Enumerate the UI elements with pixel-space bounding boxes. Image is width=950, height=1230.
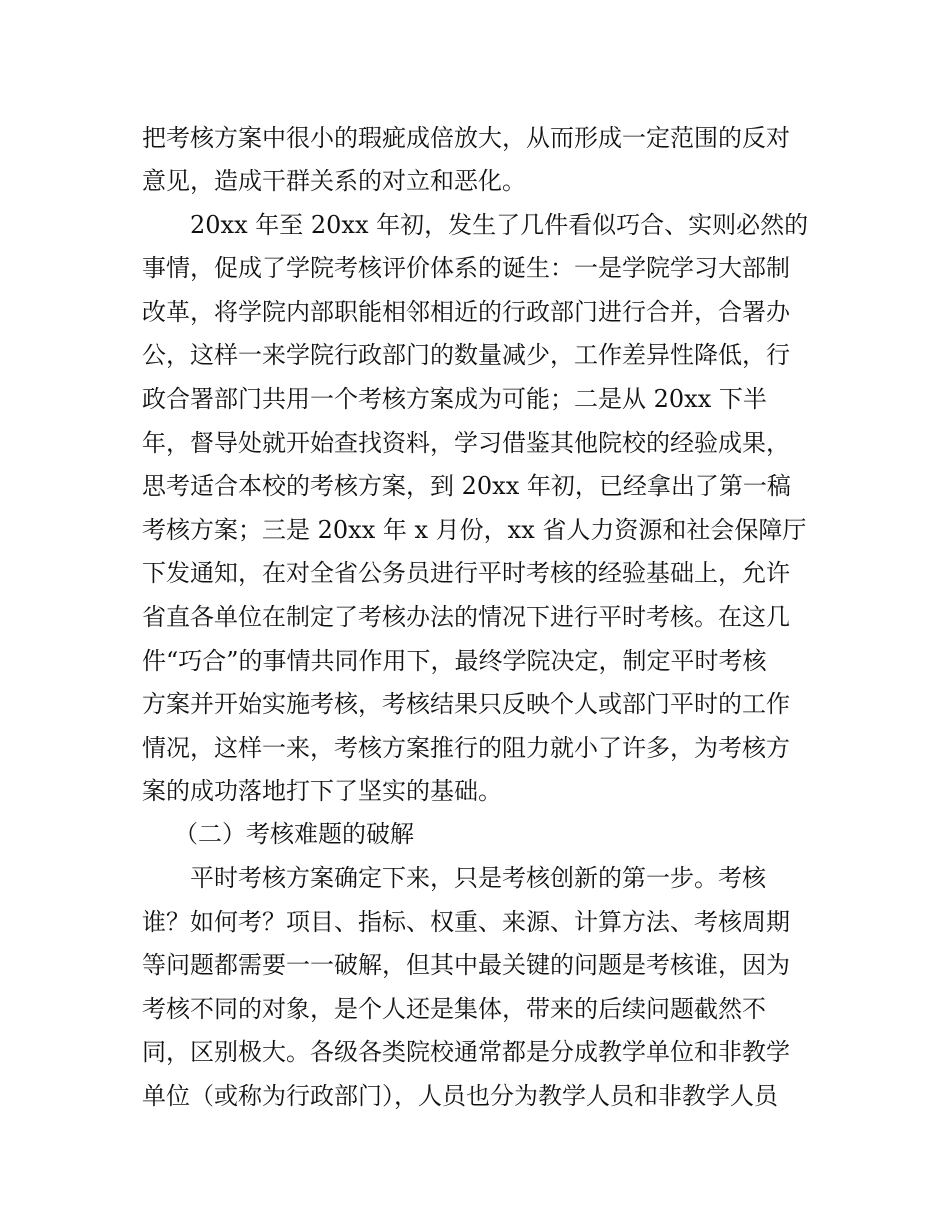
text-line: 情况，这样一来，考核方案推行的阻力就小了许多，为考核方 <box>142 734 790 762</box>
text-line: 年，督导处就开始查找资料，学习借鉴其他院校的经验成果， <box>142 429 790 457</box>
text-line: 考核不同的对象，是个人还是集体，带来的后续问题截然不 <box>142 995 766 1023</box>
text-line: 改革，将学院内部职能相邻相近的行政部门进行合并，合署办 <box>142 298 790 326</box>
text-line: 把考核方案中很小的瑕疵成倍放大，从而形成一定范围的反对 <box>142 124 790 152</box>
text-line: 考核方案；三是 20xx 年 x 月份，xx 省人力资源和社会保障厅 <box>142 516 807 544</box>
text-line: 单位（或称为行政部门），人员也分为教学人员和非教学人员 <box>142 1082 778 1110</box>
text-line: 案的成功落地打下了坚实的基础。 <box>142 777 502 805</box>
text-line: 事情，促成了学院考核评价体系的诞生：一是学院学习大部制 <box>142 254 790 282</box>
text-line: 同，区别极大。各级各类院校通常都是分成教学单位和非教学 <box>142 1038 790 1066</box>
text-line: 思考适合本校的考核方案，到 20xx 年初，已经拿出了第一稿 <box>142 472 791 500</box>
paragraph-start-line: 20xx 年至 20xx 年初，发生了几件看似巧合、实则必然的 <box>190 211 809 239</box>
text-line: 政合署部门共用一个考核方案成为可能；二是从 20xx 下半 <box>142 385 767 413</box>
text-line: 谁？如何考？项目、指标、权重、来源、计算方法、考核周期 <box>142 908 790 936</box>
text-line: 方案并开始实施考核，考核结果只反映个人或部门平时的工作 <box>142 690 790 718</box>
text-line: 公，这样一来学院行政部门的数量减少，工作差异性降低，行 <box>142 341 790 369</box>
text-line: 省直各单位在制定了考核办法的情况下进行平时考核。在这几 <box>142 603 790 631</box>
text-line: 等问题都需要一一破解，但其中最关键的问题是考核谁，因为 <box>142 951 790 979</box>
section-heading: （二）考核难题的破解 <box>174 820 414 848</box>
text-line: 意见，造成干群关系的对立和恶化。 <box>142 167 526 195</box>
text-line: 下发通知，在对全省公务员进行平时考核的经验基础上，允许 <box>142 559 790 587</box>
text-line: 件“巧合”的事情共同作用下，最终学院决定，制定平时考核 <box>142 647 767 675</box>
paragraph-start-line: 平时考核方案确定下来，只是考核创新的第一步。考核 <box>190 864 766 892</box>
